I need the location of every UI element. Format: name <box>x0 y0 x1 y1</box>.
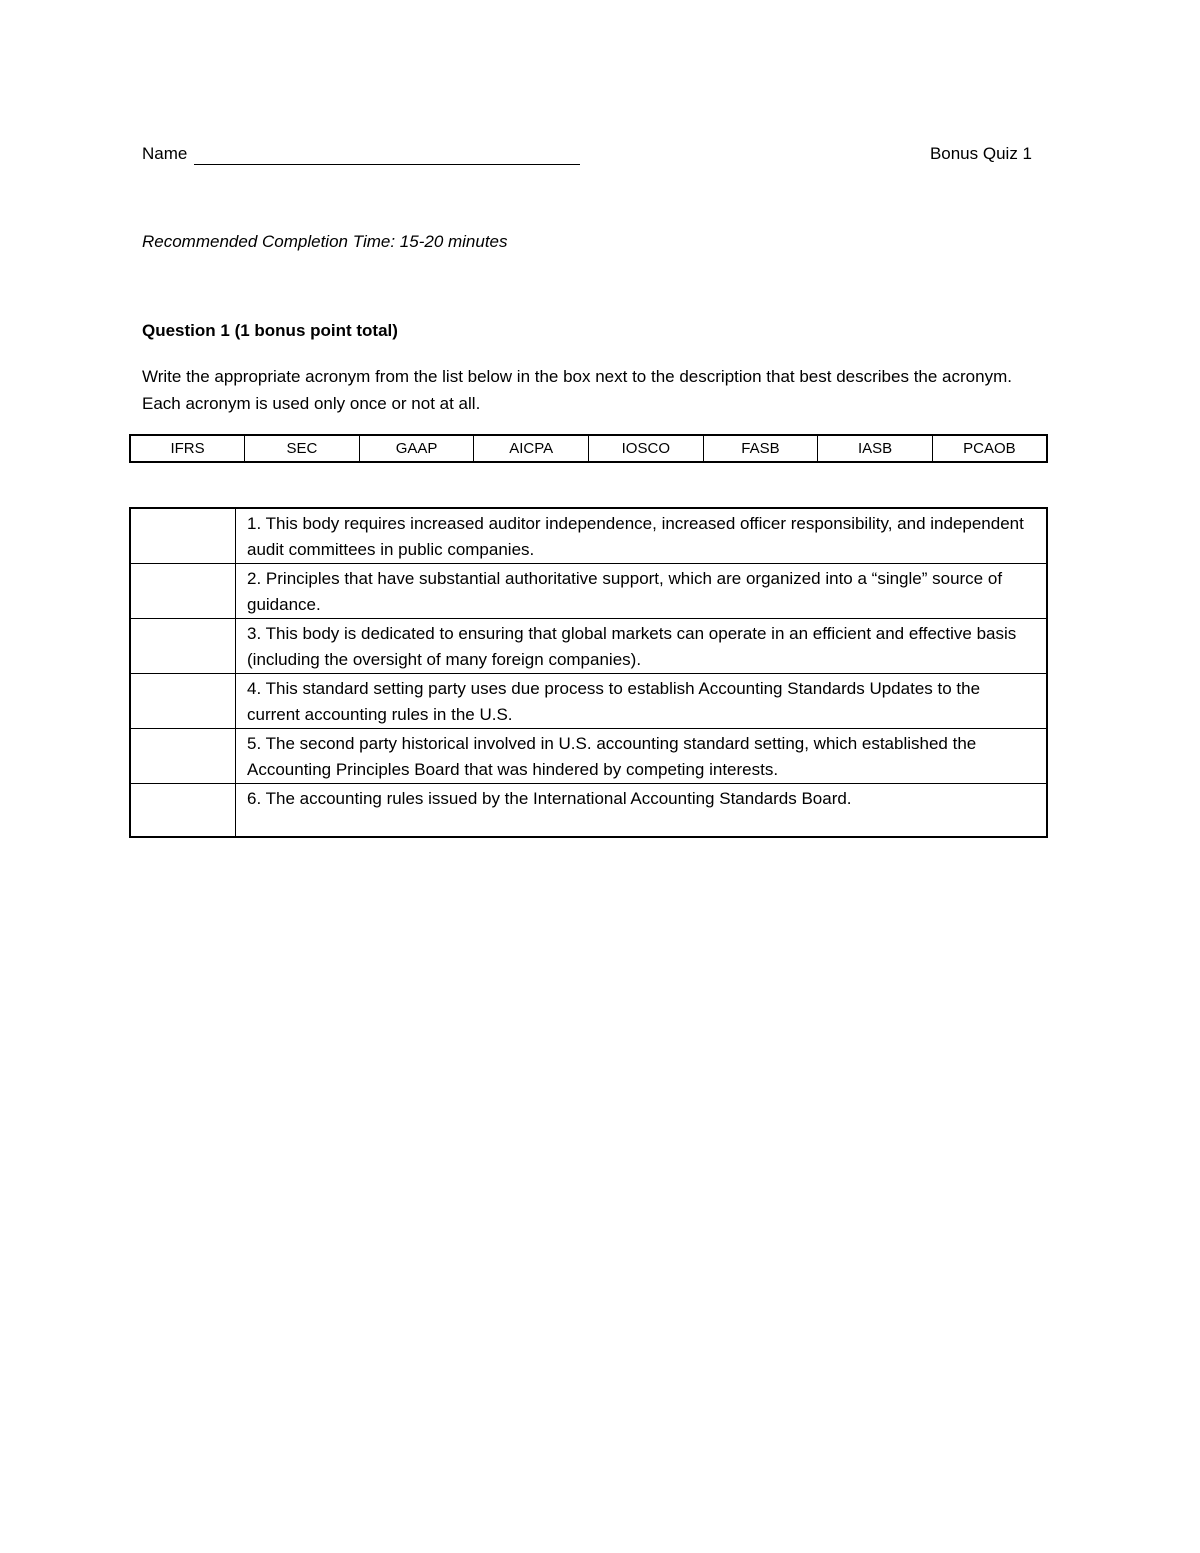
answer-row <box>130 508 1047 564</box>
quiz-title: Bonus Quiz 1 <box>929 144 1032 163</box>
answer-row <box>130 729 1047 784</box>
item-text: The accounting rules issued by the International Accounting Standards Board. <box>261 789 852 808</box>
answer-table <box>129 507 1048 838</box>
description-2 <box>236 564 1048 619</box>
acronym-row <box>130 435 1047 462</box>
name-blank-line[interactable] <box>194 164 580 165</box>
item-number: 2. <box>247 569 262 588</box>
answer-box-1[interactable] <box>130 508 236 564</box>
acronym-cell: IFRS <box>130 435 245 462</box>
item-text: This body requires increased auditor independence, increased officer responsibility, and independent audit committees in public companies. <box>247 514 1024 559</box>
answer-row <box>130 674 1047 729</box>
item-number: 4. <box>247 679 262 698</box>
item-number: 6. <box>247 789 262 808</box>
acronym-cell: SEC <box>245 435 360 462</box>
acronym-cell: IASB <box>818 435 933 462</box>
answer-row <box>130 564 1047 619</box>
item-number: 5. <box>247 734 262 753</box>
acronym-cell: AICPA <box>474 435 589 462</box>
answer-box-6[interactable] <box>130 784 236 838</box>
answer-box-3[interactable] <box>130 619 236 674</box>
answer-box-2[interactable] <box>130 564 236 619</box>
item-text: Principles that have substantial authoritative support, which are organized into a “single” source of guidance. <box>247 569 1003 614</box>
item-number: 3. <box>247 624 262 643</box>
description-1 <box>236 508 1048 564</box>
question-title: Question 1 (1 bonus point total) <box>142 321 398 340</box>
item-text: This body is dedicated to ensuring that global markets can operate in an efficient and effective basis (including the oversight of many foreign companies). <box>247 624 1017 669</box>
acronym-list-table <box>129 434 1048 463</box>
acronym-cell: FASB <box>703 435 818 462</box>
description-3 <box>236 619 1048 674</box>
description-6 <box>236 784 1048 838</box>
name-label: Name <box>142 144 188 163</box>
acronym-cell: GAAP <box>359 435 474 462</box>
item-text: The second party historical involved in U.S. accounting standard setting, which established the Accounting Principles Board that was hindered by competing interests. <box>247 734 977 779</box>
answer-row <box>130 784 1047 838</box>
header <box>142 144 1032 170</box>
description-4 <box>236 674 1048 729</box>
item-text: This standard setting party uses due process to establish Accounting Standards Updates to the current accounting rules in the U.S. <box>247 679 981 724</box>
description-5 <box>236 729 1048 784</box>
recommended-time: Recommended Completion Time: 15-20 minutes <box>142 232 508 251</box>
question-instructions: Write the appropriate acronym from the list below in the box next to the description that best describes the acronym. Each acronym is used only once or not at all. <box>142 367 1012 413</box>
answer-box-5[interactable] <box>130 729 236 784</box>
answer-box-4[interactable] <box>130 674 236 729</box>
acronym-cell: PCAOB <box>932 435 1047 462</box>
item-number: 1. <box>247 514 262 533</box>
acronym-cell: IOSCO <box>589 435 704 462</box>
answer-row <box>130 619 1047 674</box>
